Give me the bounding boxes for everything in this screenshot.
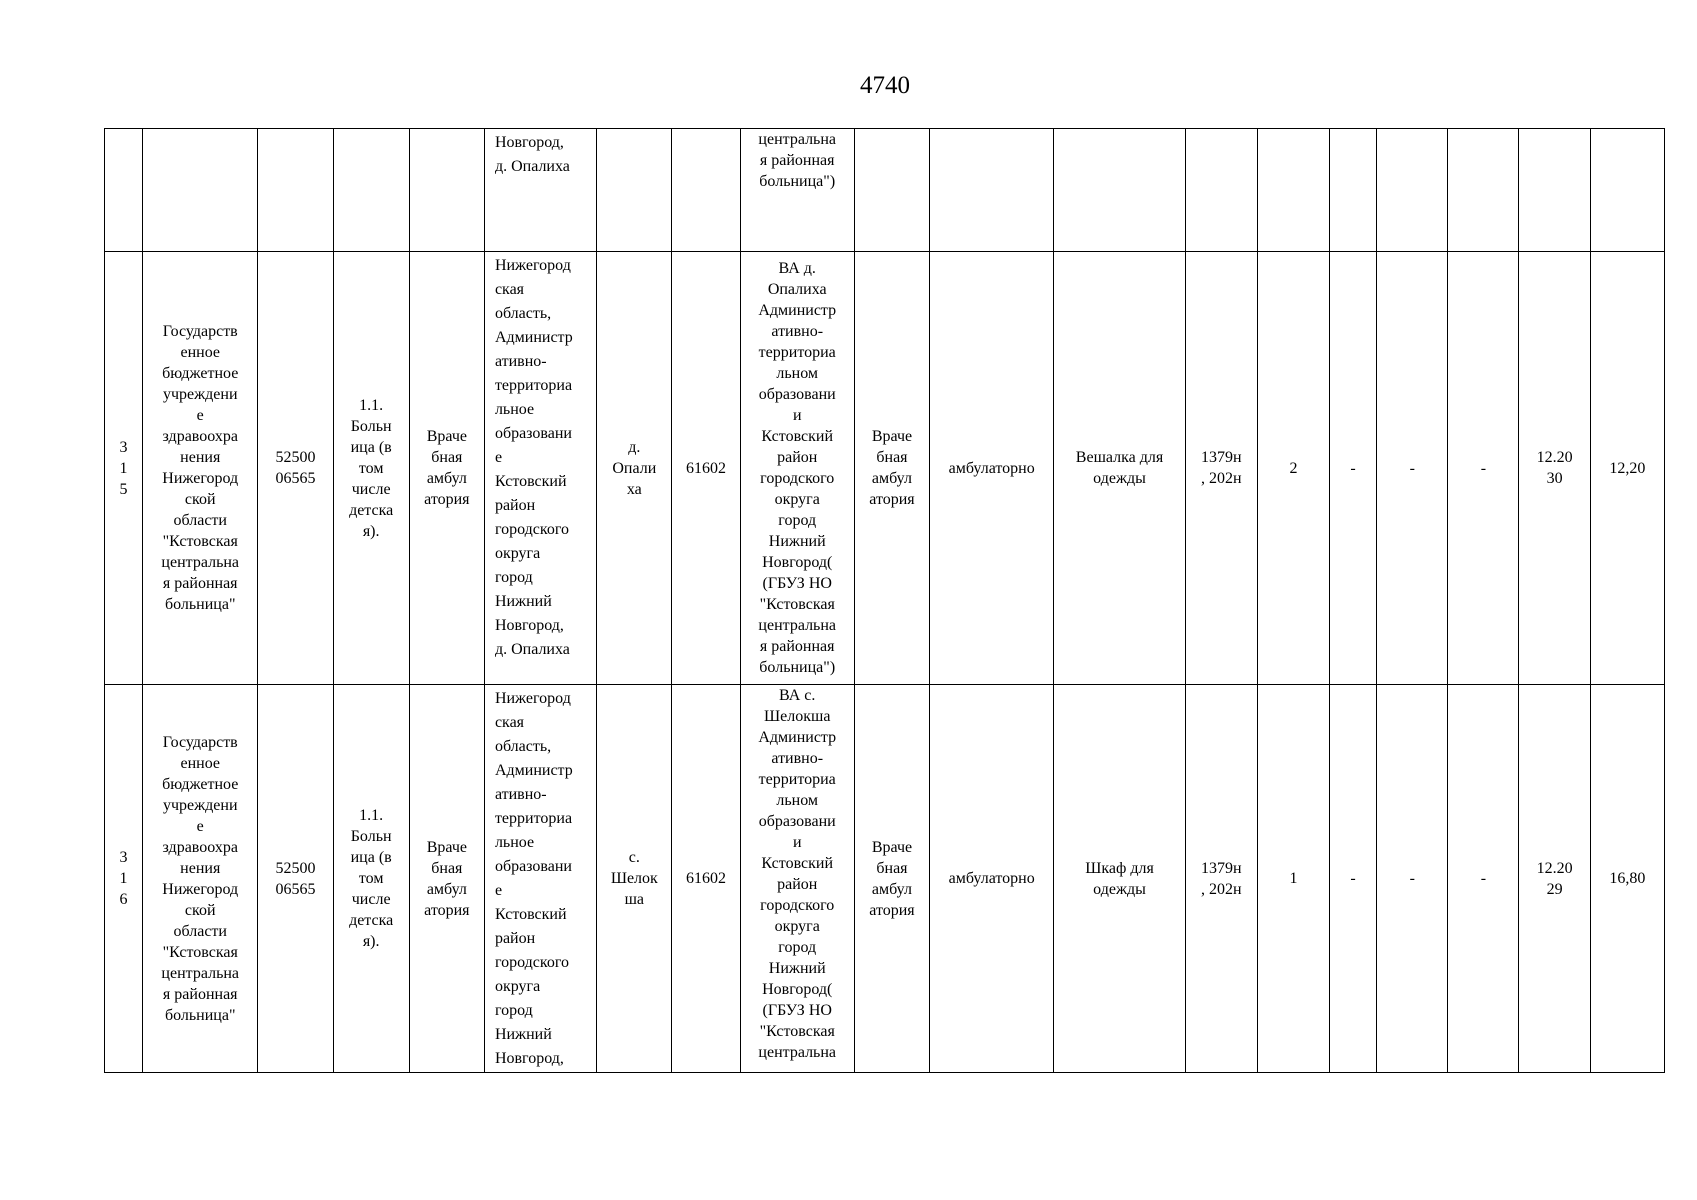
cell-num: 3 1 6 xyxy=(105,685,143,1073)
cell-c1 xyxy=(1330,129,1377,252)
cell-c1: - xyxy=(1330,252,1377,685)
cell-condition xyxy=(930,129,1054,252)
cell-c2: - xyxy=(1377,252,1448,685)
cell-locality: с. Шелок ша xyxy=(597,685,672,1073)
cell-address: Новгород, д. Опалиха xyxy=(484,129,596,252)
cell-locality: д. Опали ха xyxy=(597,252,672,685)
cell-order: 1379н , 202н xyxy=(1185,252,1257,685)
cell-amount xyxy=(1590,129,1664,252)
cell-equipment: Вешалка для одежды xyxy=(1054,252,1185,685)
cell-category xyxy=(333,129,409,252)
cell-qty: 2 xyxy=(1257,252,1329,685)
cell-facility-name: ВА с. Шелокша Администр ативно- территориа льном образовани и Кстовский район городского округа город Нижний Новгород( (ГБУЗ НО "Кстовская центральна xyxy=(740,685,854,1073)
cell-period: 12.20 30 xyxy=(1519,252,1590,685)
cell-facility-name: центральна я районная больница") xyxy=(740,129,854,252)
cell-period: 12.20 29 xyxy=(1519,685,1590,1073)
cell-period xyxy=(1519,129,1590,252)
cell-category: 1.1. Больн ица (в том числе детска я). xyxy=(333,685,409,1073)
cell-address: Нижегород ская область, Администр ативно- территориа льное образовани е Кстовский район городского округа город Нижний Новгород, xyxy=(484,685,596,1073)
cell-condition: амбулаторно xyxy=(930,685,1054,1073)
cell-ogrn xyxy=(258,129,333,252)
cell-org: Государств енное бюджетное учреждени е здравоохра нения Нижегород ской области "Кстовская центральна я районная больница" xyxy=(143,252,258,685)
cell-condition: амбулаторно xyxy=(930,252,1054,685)
cell-c3: - xyxy=(1448,685,1519,1073)
cell-unit xyxy=(854,129,929,252)
cell-c2 xyxy=(1377,129,1448,252)
cell-oktmo: 61602 xyxy=(672,685,740,1073)
cell-oktmo xyxy=(672,129,740,252)
cell-facility-name: ВА д. Опалиха Администр ативно- территориа льном образовани и Кстовский район городского округа город Нижний Новгород( (ГБУЗ НО "Кстовская центральна я районная больница") xyxy=(740,252,854,685)
cell-c1: - xyxy=(1330,685,1377,1073)
table-row xyxy=(105,252,1665,685)
cell-ogrn: 52500 06565 xyxy=(258,685,333,1073)
table-row xyxy=(105,685,1665,1073)
equipment-register-table xyxy=(104,128,1665,1073)
cell-order: 1379н , 202н xyxy=(1185,685,1257,1073)
cell-address: Нижегород ская область, Администр ативно- территориа льное образовани е Кстовский район городского округа город Нижний Новгород, д. Опалиха xyxy=(484,252,596,685)
cell-oktmo: 61602 xyxy=(672,252,740,685)
cell-num xyxy=(105,129,143,252)
cell-type: Враче бная амбул атория xyxy=(409,685,484,1073)
cell-num: 3 1 5 xyxy=(105,252,143,685)
cell-c3 xyxy=(1448,129,1519,252)
cell-ogrn: 52500 06565 xyxy=(258,252,333,685)
cell-c2: - xyxy=(1377,685,1448,1073)
cell-amount: 12,20 xyxy=(1590,252,1664,685)
cell-org: Государств енное бюджетное учреждени е здравоохра нения Нижегород ской области "Кстовская центральна я районная больница" xyxy=(143,685,258,1073)
cell-unit: Враче бная амбул атория xyxy=(854,685,929,1073)
cell-order xyxy=(1185,129,1257,252)
cell-qty: 1 xyxy=(1257,685,1329,1073)
cell-c3: - xyxy=(1448,252,1519,685)
cell-org xyxy=(143,129,258,252)
cell-locality xyxy=(597,129,672,252)
table-row-continuation xyxy=(105,129,1665,252)
cell-qty xyxy=(1257,129,1329,252)
cell-type: Враче бная амбул атория xyxy=(409,252,484,685)
cell-unit: Враче бная амбул атория xyxy=(854,252,929,685)
cell-amount: 16,80 xyxy=(1590,685,1664,1073)
page-number: 4740 xyxy=(860,72,910,99)
cell-equipment: Шкаф для одежды xyxy=(1054,685,1185,1073)
cell-equipment xyxy=(1054,129,1185,252)
cell-type xyxy=(409,129,484,252)
cell-category: 1.1. Больн ица (в том числе детска я). xyxy=(333,252,409,685)
